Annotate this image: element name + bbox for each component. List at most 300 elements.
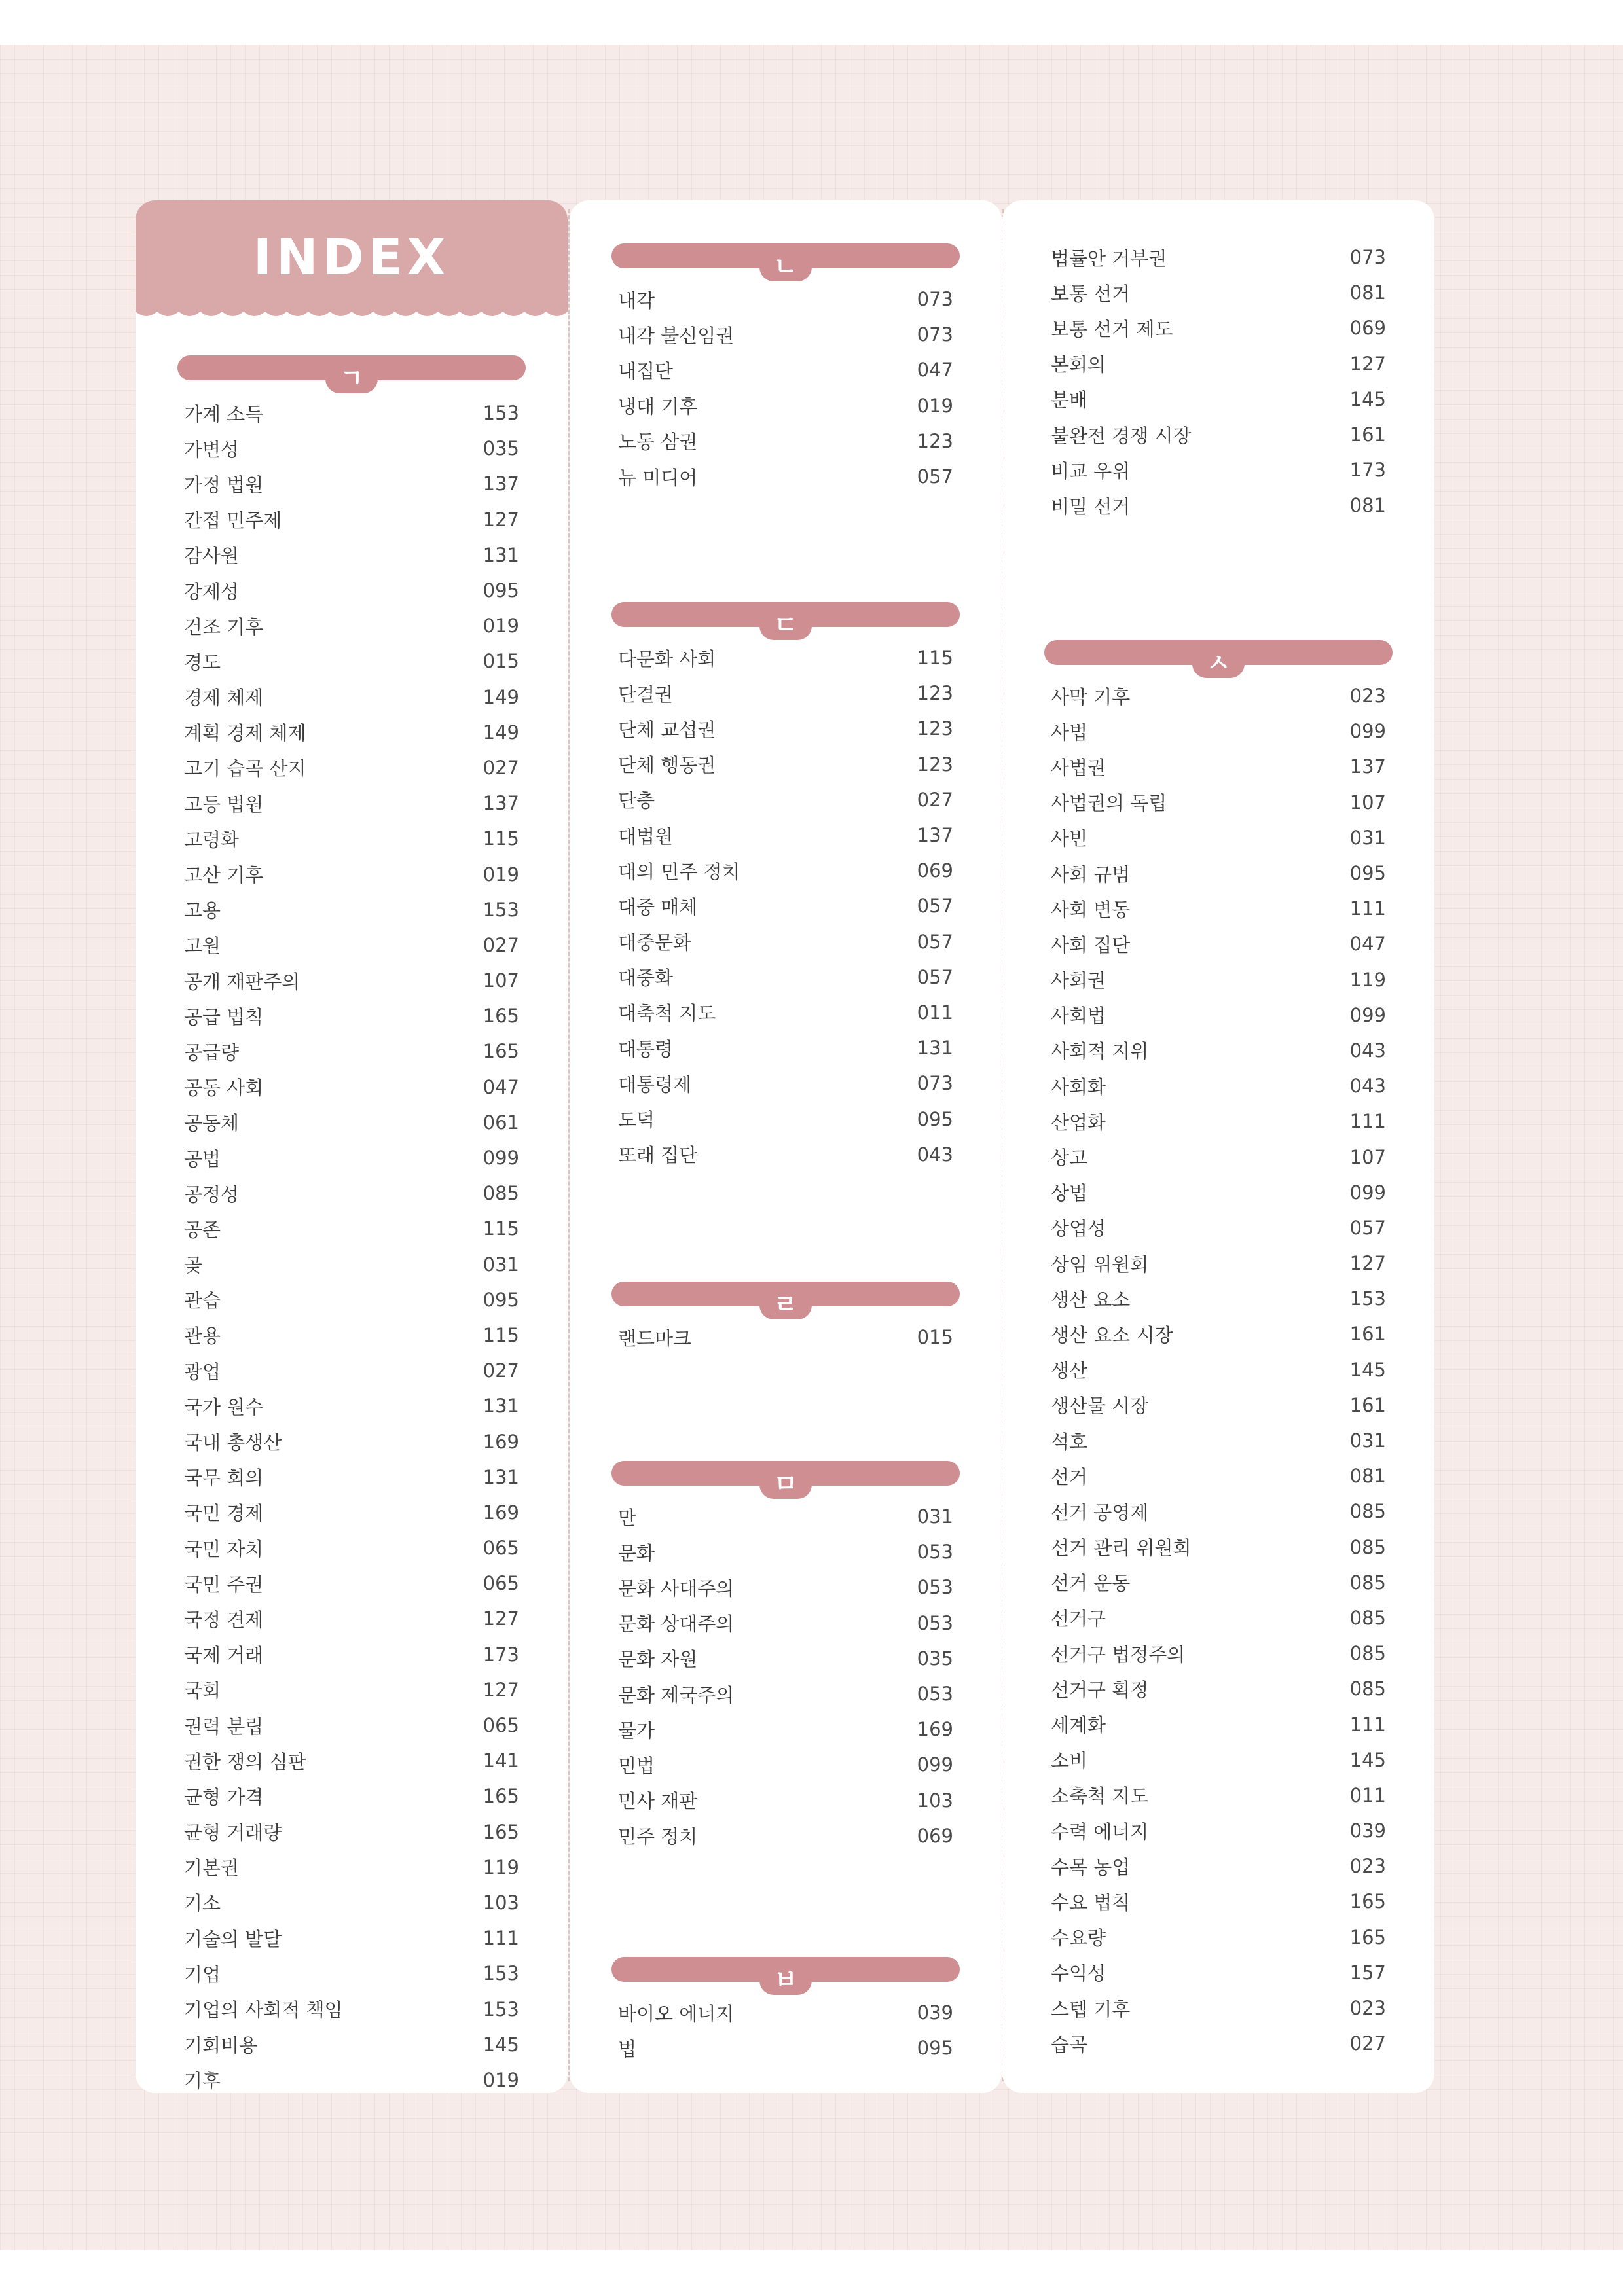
index-entry — [1051, 1778, 1386, 1813]
entry-page-number: 141 — [483, 1749, 519, 1772]
entry-page-number: 103 — [917, 1789, 953, 1812]
entry-term: 고등 법원 — [184, 793, 264, 816]
entry-term: 사회 집단 — [1051, 933, 1131, 956]
entry-page-number: 095 — [917, 2037, 953, 2060]
entry-term: 대의 민주 정치 — [618, 860, 740, 883]
entry-term: 사회화 — [1051, 1075, 1106, 1098]
entry-term: 수익성 — [1051, 1962, 1106, 1985]
index-entry — [1051, 962, 1386, 997]
entry-term: 비밀 선거 — [1051, 495, 1131, 518]
entry-term: 공동체 — [184, 1112, 240, 1135]
entry-term: 스텝 기후 — [1051, 1998, 1131, 2020]
entry-term: 사막 기후 — [1051, 685, 1131, 708]
entry-term: 선거구 — [1051, 1607, 1106, 1630]
index-entry — [1051, 820, 1386, 855]
index-title: INDEX — [253, 228, 450, 286]
index-entry — [1051, 1671, 1386, 1706]
entry-term: 사회법 — [1051, 1005, 1106, 1028]
index-entry — [184, 679, 519, 715]
index-entry — [1051, 713, 1386, 749]
index-entry — [618, 1030, 953, 1066]
entry-term: 공개 재판주의 — [184, 970, 301, 993]
entry-page-number: 085 — [1349, 1677, 1386, 1700]
index-entry — [1051, 1033, 1386, 1068]
index-entry — [618, 924, 953, 960]
index-entry — [184, 1247, 519, 1282]
index-entry — [1051, 926, 1386, 961]
entry-term: 국가 원수 — [184, 1395, 264, 1418]
index-entry — [184, 1991, 519, 2026]
entry-term: 건조 기후 — [184, 615, 264, 638]
entry-term: 기회비용 — [184, 2034, 258, 2057]
entry-term: 선거 관리 위원회 — [1051, 1537, 1192, 1560]
entry-page-number: 169 — [483, 1430, 519, 1453]
index-entry — [1051, 1494, 1386, 1529]
entry-term: 랜드마크 — [618, 1327, 692, 1350]
index-entry — [184, 1388, 519, 1424]
index-entry — [1051, 1530, 1386, 1565]
entry-term: 비교 우위 — [1051, 459, 1131, 482]
entry-page-number: 027 — [917, 788, 953, 811]
index-entry — [618, 281, 953, 317]
index-entry — [1051, 1175, 1386, 1210]
entry-term: 고원 — [184, 935, 221, 958]
index-entry — [1051, 382, 1386, 417]
entry-page-number: 161 — [1349, 423, 1386, 446]
entry-page-number: 031 — [1349, 1429, 1386, 1452]
index-entry — [618, 317, 953, 352]
entry-page-number: 057 — [917, 930, 953, 953]
index-entry — [618, 1101, 953, 1136]
index-entry — [618, 640, 953, 675]
index-entry — [1051, 1103, 1386, 1139]
index-entry — [1051, 1281, 1386, 1316]
entry-page-number: 053 — [917, 1611, 953, 1634]
entry-page-number: 123 — [917, 429, 953, 452]
entry-page-number: 085 — [1349, 1571, 1386, 1594]
entry-page-number: 119 — [483, 1856, 519, 1878]
entry-page-number: 123 — [917, 753, 953, 776]
index-entry — [184, 821, 519, 856]
entry-page-number: 019 — [917, 394, 953, 417]
entry-term: 대중문화 — [618, 931, 692, 954]
entry-page-number: 131 — [483, 1465, 519, 1488]
index-header — [136, 200, 568, 312]
entry-page-number: 137 — [483, 792, 519, 815]
entry-page-number: 137 — [1349, 755, 1386, 778]
entry-page-number: 057 — [917, 895, 953, 918]
entry-page-number: 053 — [917, 1541, 953, 1564]
entry-page-number: 065 — [483, 1572, 519, 1595]
entry-term: 감사원 — [184, 545, 240, 567]
entry-page-number: 031 — [483, 1253, 519, 1276]
entry-page-number: 081 — [1349, 494, 1386, 517]
entry-page-number: 061 — [483, 1111, 519, 1134]
entry-term: 관용 — [184, 1325, 221, 1348]
entry-page-number: 039 — [917, 2001, 953, 2024]
index-entry — [184, 1814, 519, 1850]
entry-term: 보통 선거 제도 — [1051, 317, 1173, 340]
entry-page-number: 127 — [1349, 352, 1386, 375]
entry-page-number: 149 — [483, 685, 519, 708]
index-entry — [184, 1637, 519, 1672]
entry-page-number: 085 — [483, 1182, 519, 1205]
entry-page-number: 173 — [1349, 459, 1386, 482]
index-entry — [618, 1534, 953, 1570]
entry-term: 균형 거래량 — [184, 1821, 282, 1844]
entry-term: 공동 사회 — [184, 1077, 264, 1100]
index-entry — [618, 1818, 953, 1854]
entry-term: 상업성 — [1051, 1217, 1106, 1240]
entry-page-number: 153 — [483, 898, 519, 921]
entry-page-number: 057 — [1349, 1216, 1386, 1239]
entry-page-number: 165 — [483, 1005, 519, 1028]
entry-term: 문화 상대주의 — [618, 1613, 735, 1636]
index-entry — [618, 853, 953, 888]
entry-term: 생산물 시장 — [1051, 1395, 1149, 1418]
entry-page-number: 073 — [917, 1072, 953, 1095]
entry-term: 사회권 — [1051, 969, 1106, 992]
entry-term: 계획 경제 체제 — [184, 722, 306, 745]
entry-page-number: 123 — [917, 682, 953, 705]
entry-page-number: 023 — [1349, 685, 1386, 708]
entry-term: 만 — [618, 1506, 637, 1529]
entry-term: 대통령제 — [618, 1073, 692, 1096]
index-entry — [618, 352, 953, 387]
entry-page-number: 095 — [483, 579, 519, 602]
index-entry — [184, 1672, 519, 1708]
entry-page-number: 027 — [483, 756, 519, 779]
entry-term: 법 — [618, 2037, 637, 2060]
index-entry — [1051, 1742, 1386, 1778]
entry-term: 사법권의 독립 — [1051, 792, 1167, 815]
entry-term: 국무 회의 — [184, 1467, 264, 1490]
section-header-bar — [611, 1461, 960, 1498]
index-entry — [184, 1601, 519, 1636]
entry-page-number: 169 — [917, 1718, 953, 1741]
entry-page-number: 039 — [1349, 1820, 1386, 1842]
entry-page-number: 123 — [917, 717, 953, 740]
entry-page-number: 073 — [1349, 246, 1386, 269]
entry-term: 고용 — [184, 899, 221, 922]
entry-list — [618, 640, 953, 1172]
entry-term: 선거 공영제 — [1051, 1501, 1149, 1524]
entry-term: 보통 선거 — [1051, 282, 1131, 305]
index-entry — [1051, 1316, 1386, 1352]
section-header-bar — [611, 602, 960, 639]
index-entry — [618, 960, 953, 995]
entry-term: 강제성 — [184, 580, 240, 603]
entry-term: 선거구 획정 — [1051, 1678, 1149, 1701]
index-entry — [618, 1676, 953, 1712]
entry-term: 대중화 — [618, 967, 674, 990]
index-entry — [1051, 1458, 1386, 1494]
index-column-2 — [570, 200, 1002, 2093]
entry-term: 뉴 미디어 — [618, 466, 698, 489]
index-entry — [1051, 1139, 1386, 1174]
entry-page-number: 103 — [483, 1891, 519, 1914]
index-entry — [1051, 1990, 1386, 2026]
index-entry — [184, 1956, 519, 1991]
entry-term: 기업의 사회적 책임 — [184, 1999, 343, 2022]
entry-page-number: 053 — [917, 1576, 953, 1599]
entry-term: 또래 집단 — [618, 1144, 698, 1167]
entry-page-number: 085 — [1349, 1535, 1386, 1558]
entry-term: 사빈 — [1051, 827, 1088, 850]
entry-term: 대중 매체 — [618, 895, 698, 918]
entry-page-number: 137 — [483, 473, 519, 495]
entry-term: 수력 에너지 — [1051, 1820, 1149, 1843]
entry-term: 바이오 에너지 — [618, 2002, 735, 2025]
entry-term: 상법 — [1051, 1182, 1088, 1205]
entry-term: 기술의 발달 — [184, 1928, 282, 1950]
entry-page-number: 011 — [1349, 1784, 1386, 1806]
index-entry — [184, 502, 519, 537]
entry-term: 사회 변동 — [1051, 898, 1131, 921]
index-entry — [1051, 2026, 1386, 2061]
index-entry — [184, 643, 519, 679]
entry-term: 상임 위원회 — [1051, 1253, 1149, 1276]
index-entry — [184, 395, 519, 431]
entry-page-number: 127 — [483, 1607, 519, 1630]
entry-term: 권력 분립 — [184, 1715, 264, 1738]
entry-term: 공급 법칙 — [184, 1005, 264, 1028]
entry-term: 국제 거래 — [184, 1644, 264, 1667]
entry-page-number: 081 — [1349, 1465, 1386, 1488]
entry-term: 도덕 — [618, 1109, 655, 1132]
entry-page-number: 031 — [1349, 826, 1386, 849]
index-entry — [1051, 1068, 1386, 1103]
entry-term: 광업 — [184, 1360, 221, 1383]
entry-page-number: 043 — [1349, 1075, 1386, 1098]
entry-term: 문화 제국주의 — [618, 1683, 735, 1706]
section-letter: ㄹ — [759, 1289, 812, 1319]
entry-term: 단체 행동권 — [618, 754, 716, 777]
index-entry — [618, 888, 953, 924]
entry-term: 곶 — [184, 1254, 203, 1277]
index-entry — [1051, 785, 1386, 820]
index-entry — [184, 1850, 519, 1885]
entry-page-number: 043 — [917, 1143, 953, 1166]
entry-page-number: 127 — [483, 1678, 519, 1701]
entry-page-number: 019 — [483, 2068, 519, 2091]
entry-term: 단층 — [618, 789, 655, 812]
index-entry — [618, 1712, 953, 1747]
index-entry — [184, 927, 519, 963]
entry-term: 고산 기후 — [184, 864, 264, 887]
entry-term: 사법권 — [1051, 756, 1106, 779]
entry-page-number: 119 — [1349, 968, 1386, 991]
index-entry — [1051, 1388, 1386, 1423]
index-entry — [184, 431, 519, 466]
wave-edge-decoration — [136, 304, 568, 319]
entry-page-number: 145 — [1349, 1748, 1386, 1771]
index-column-1 — [136, 200, 568, 2093]
entry-list — [618, 1319, 953, 1355]
entry-page-number: 069 — [1349, 317, 1386, 340]
entry-page-number: 073 — [917, 288, 953, 311]
section-header-bar — [611, 243, 960, 281]
entry-page-number: 047 — [1349, 933, 1386, 956]
entry-term: 소비 — [1051, 1749, 1088, 1772]
entry-page-number: 153 — [483, 1962, 519, 1985]
entry-page-number: 019 — [483, 615, 519, 637]
entry-page-number: 107 — [1349, 1145, 1386, 1168]
entry-term: 국내 총생산 — [184, 1431, 282, 1454]
entry-page-number: 115 — [483, 1323, 519, 1346]
entry-page-number: 047 — [483, 1075, 519, 1098]
entry-term: 대통령 — [618, 1037, 674, 1060]
entry-term: 사회적 지위 — [1051, 1040, 1149, 1063]
index-entry — [184, 1211, 519, 1246]
index-entry — [184, 1318, 519, 1353]
entry-page-number: 035 — [917, 1647, 953, 1670]
index-entry — [184, 537, 519, 573]
index-entry — [1051, 749, 1386, 784]
entry-page-number: 099 — [1349, 1181, 1386, 1204]
index-entry — [618, 459, 953, 494]
index-entry — [184, 1069, 519, 1105]
entry-term: 문화 자원 — [618, 1648, 698, 1671]
entry-term: 습곡 — [1051, 2033, 1088, 2056]
index-entry — [184, 1885, 519, 1920]
entry-term: 경제 체제 — [184, 687, 264, 709]
index-entry — [1051, 1706, 1386, 1742]
index-entry — [618, 1641, 953, 1676]
section-letter: ㄴ — [759, 251, 812, 281]
entry-page-number: 111 — [1349, 1110, 1386, 1133]
entry-term: 국민 경제 — [184, 1502, 264, 1525]
entry-term: 고령화 — [184, 828, 240, 851]
entry-page-number: 085 — [1349, 1642, 1386, 1665]
entry-page-number: 145 — [483, 2033, 519, 2056]
entry-page-number: 153 — [483, 402, 519, 425]
index-entry — [618, 1319, 953, 1355]
entry-page-number: 165 — [483, 1820, 519, 1843]
entry-term: 가정 법원 — [184, 473, 264, 496]
index-entry — [618, 1066, 953, 1101]
entry-page-number: 095 — [1349, 862, 1386, 885]
entry-page-number: 099 — [917, 1753, 953, 1776]
index-entry — [618, 2030, 953, 2066]
index-column-3 — [1002, 200, 1434, 2093]
entry-term: 국민 자치 — [184, 1537, 264, 1560]
entry-page-number: 131 — [917, 1037, 953, 1060]
entry-page-number: 115 — [917, 647, 953, 670]
entry-term: 경도 — [184, 651, 221, 673]
entry-term: 선거구 법정주의 — [1051, 1643, 1186, 1666]
section-letter: ㅅ — [1192, 648, 1245, 678]
entry-term: 석호 — [1051, 1430, 1088, 1453]
entry-page-number: 165 — [483, 1040, 519, 1063]
entry-page-number: 157 — [1349, 1961, 1386, 1984]
index-entry — [184, 608, 519, 643]
index-entry — [618, 711, 953, 746]
index-entry — [1051, 417, 1386, 452]
entry-page-number: 173 — [483, 1643, 519, 1666]
index-entry — [1051, 1955, 1386, 1990]
index-entry — [184, 1743, 519, 1778]
entry-page-number: 031 — [917, 1505, 953, 1528]
entry-page-number: 053 — [917, 1683, 953, 1706]
entry-page-number: 107 — [1349, 791, 1386, 814]
index-entry — [1051, 1920, 1386, 1955]
entry-term: 수요 법칙 — [1051, 1891, 1131, 1914]
index-entry — [184, 785, 519, 821]
entry-term: 내집단 — [618, 359, 674, 382]
entry-page-number: 023 — [1349, 1997, 1386, 2020]
entry-term: 사법 — [1051, 721, 1088, 744]
index-entry — [618, 1137, 953, 1172]
entry-term: 대축척 지도 — [618, 1002, 716, 1025]
index-entry — [618, 747, 953, 782]
index-entry — [1051, 275, 1386, 310]
entry-page-number: 145 — [1349, 1358, 1386, 1381]
entry-term: 기소 — [184, 1892, 221, 1915]
entry-page-number: 019 — [483, 863, 519, 886]
entry-page-number: 115 — [483, 827, 519, 850]
entry-page-number: 085 — [1349, 1500, 1386, 1523]
entry-page-number: 107 — [483, 969, 519, 992]
entry-page-number: 165 — [1349, 1890, 1386, 1913]
entry-page-number: 111 — [483, 1927, 519, 1950]
entry-page-number: 153 — [1349, 1287, 1386, 1310]
index-entry — [618, 675, 953, 711]
entry-list — [618, 1995, 953, 2066]
entry-term: 단체 교섭권 — [618, 718, 716, 741]
entry-term: 생산 요소 — [1051, 1288, 1131, 1311]
entry-term: 공존 — [184, 1218, 221, 1241]
index-entry — [184, 1708, 519, 1743]
section-letter: ㄱ — [325, 363, 378, 393]
entry-term: 민법 — [618, 1754, 655, 1777]
entry-page-number: 015 — [917, 1326, 953, 1349]
entry-term: 공법 — [184, 1147, 221, 1170]
entry-page-number: 023 — [1349, 1855, 1386, 1878]
entry-list — [184, 395, 519, 2093]
entry-page-number: 065 — [483, 1714, 519, 1737]
entry-page-number: 127 — [483, 508, 519, 531]
entry-term: 문화 사대주의 — [618, 1577, 735, 1600]
section-header-bar — [1044, 640, 1393, 677]
entry-term: 국회 — [184, 1679, 221, 1702]
entry-page-number: 057 — [917, 465, 953, 488]
entry-page-number: 111 — [1349, 1713, 1386, 1736]
entry-page-number: 095 — [483, 1288, 519, 1311]
entry-term: 소축척 지도 — [1051, 1785, 1149, 1808]
entry-term: 대법원 — [618, 825, 674, 848]
entry-page-number: 153 — [483, 1998, 519, 2020]
entry-term: 생산 — [1051, 1359, 1088, 1382]
index-entry — [184, 1175, 519, 1211]
section-letter: ㅂ — [759, 1965, 812, 1995]
entry-page-number: 165 — [483, 1785, 519, 1808]
entry-term: 노동 삼권 — [618, 431, 698, 454]
entry-term: 국민 주권 — [184, 1573, 264, 1596]
entry-page-number: 149 — [483, 721, 519, 744]
index-entry — [1051, 1246, 1386, 1281]
index-entry — [618, 995, 953, 1030]
index-entry — [1051, 240, 1386, 275]
entry-page-number: 043 — [1349, 1039, 1386, 1062]
index-entry — [1051, 310, 1386, 346]
section-header-bar — [611, 1282, 960, 1319]
index-entry — [618, 817, 953, 853]
entry-term: 공정성 — [184, 1183, 240, 1206]
index-entry — [184, 1778, 519, 1814]
index-entry — [184, 715, 519, 750]
entry-term: 분배 — [1051, 389, 1088, 412]
